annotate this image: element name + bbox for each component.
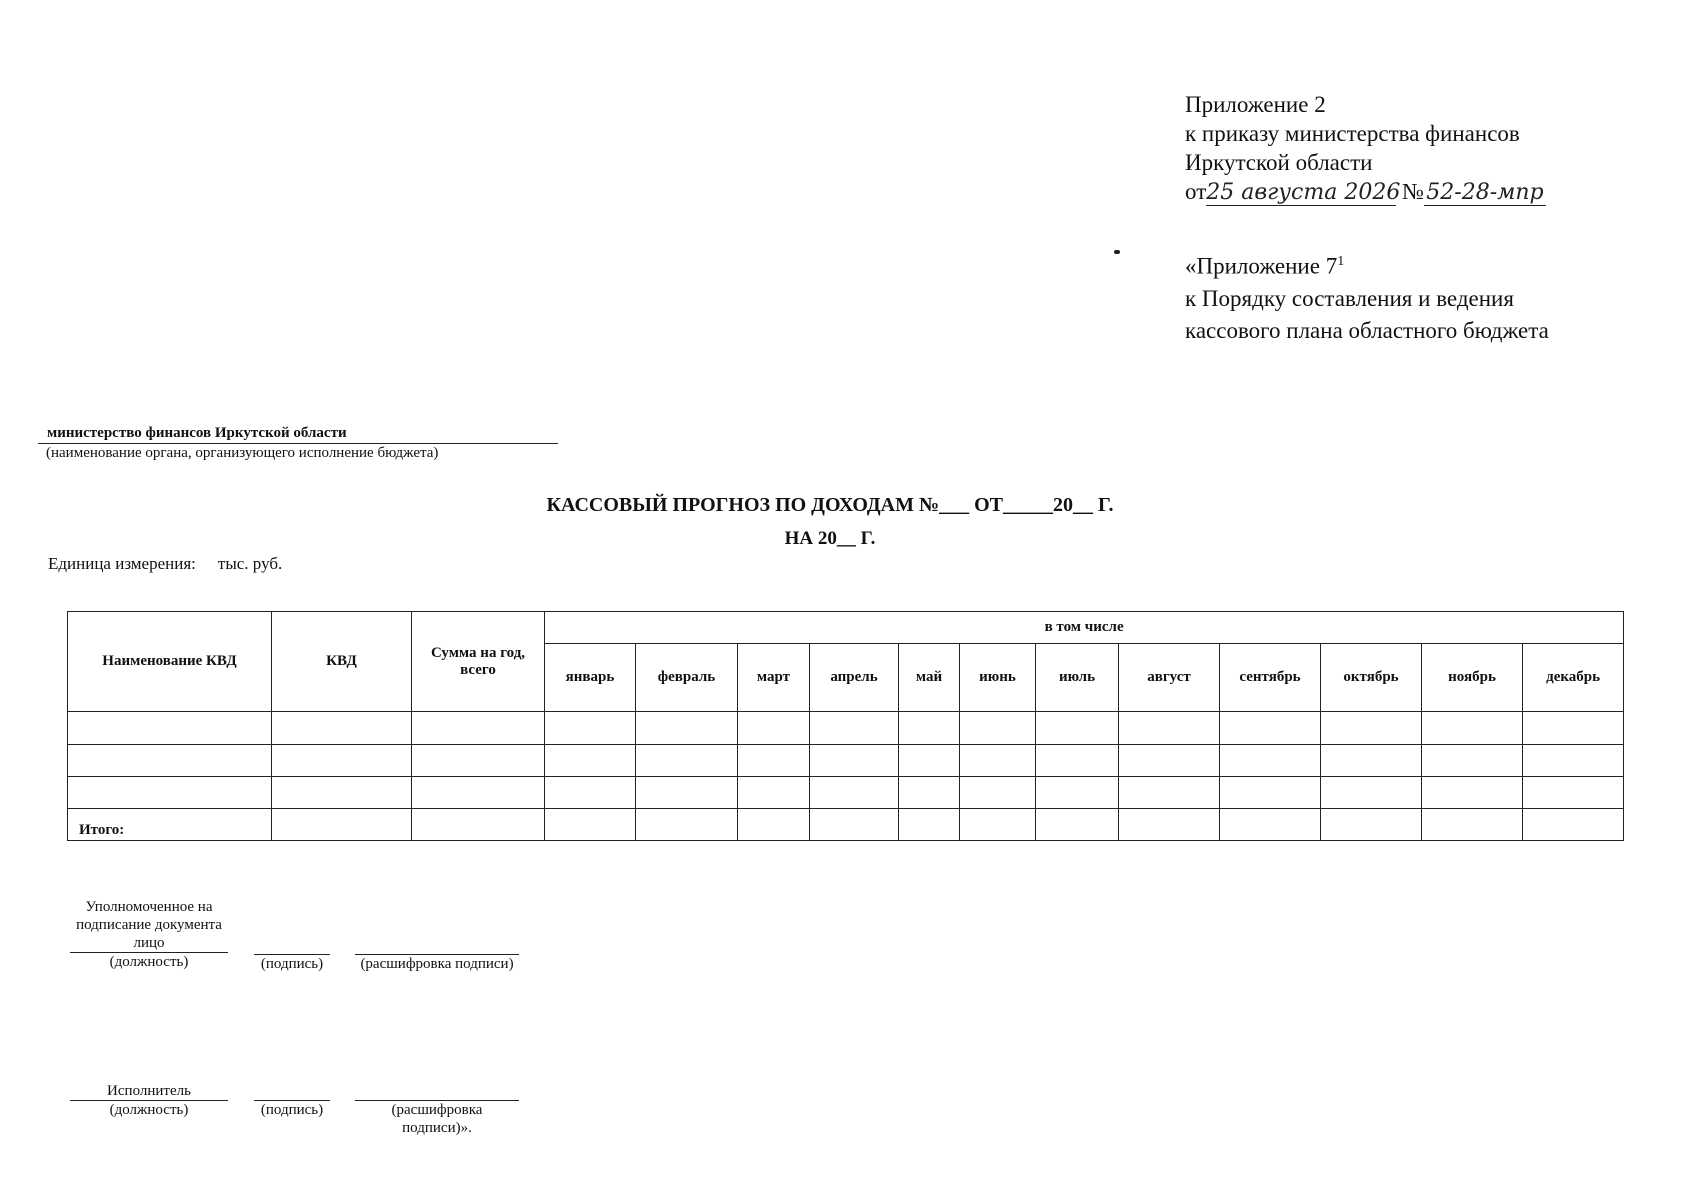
from-label: от: [1185, 179, 1207, 204]
table-cell: [899, 808, 960, 840]
table-cell: [1422, 776, 1523, 808]
header-month: январь: [545, 644, 636, 712]
unit-value: тыс. руб.: [217, 554, 283, 573]
header-month: февраль: [636, 644, 738, 712]
signature-caption: (подпись): [254, 954, 330, 973]
table-cell: [960, 776, 1036, 808]
scan-speck: [1114, 250, 1120, 254]
total-row: [68, 808, 1624, 840]
table-cell: [545, 776, 636, 808]
table-cell: [1422, 808, 1523, 840]
table-cell: [272, 808, 412, 840]
table-cell: [1321, 808, 1422, 840]
header-kvd-name: Наименование КВД: [68, 612, 272, 712]
organisation-name: министерство финансов Иркутской области: [38, 425, 558, 444]
authorized-signature-decode-field: [355, 954, 519, 973]
table-cell: [960, 712, 1036, 744]
unit-label: Единица измерения:: [48, 554, 196, 573]
header-month: август: [1119, 644, 1220, 712]
table-cell: [1036, 712, 1119, 744]
table-cell: [1523, 808, 1624, 840]
appendix-line-2: к приказу министерства финансов: [1185, 121, 1520, 146]
document-title: КАССОВЫЙ ПРОГНОЗ ПО ДОХОДАМ №___ ОТ_____20__ Г.: [546, 494, 1114, 516]
organisation-field: [38, 425, 558, 462]
table-row: [68, 744, 1624, 776]
authorized-signature-field: [254, 954, 330, 973]
total-label: Итого:: [68, 808, 272, 840]
organisation-caption: (наименование органа, организующего исполнение бюджета): [46, 445, 439, 461]
table-cell: [412, 744, 545, 776]
table-cell: [738, 808, 810, 840]
unit-of-measure: [48, 554, 282, 574]
header-month: декабрь: [1523, 644, 1624, 712]
executor-signature-field: [254, 1100, 330, 1119]
table-cell: [1036, 744, 1119, 776]
signature-caption: (подпись): [254, 1100, 330, 1119]
table-cell: [1220, 776, 1321, 808]
table-cell: [68, 776, 272, 808]
authorized-signer-role: Уполномоченное на подписание документа лицо: [76, 899, 222, 951]
appendix-block: [1185, 90, 1546, 206]
table-cell: [810, 776, 899, 808]
table-cell: [810, 744, 899, 776]
header-month: май: [899, 644, 960, 712]
executor-position: [70, 1082, 228, 1119]
header-month: июль: [1036, 644, 1119, 712]
table-cell: [1036, 808, 1119, 840]
handwritten-number: 52-28-мпр: [1424, 181, 1546, 206]
table-cell: [1220, 744, 1321, 776]
forecast-table: [67, 611, 1624, 841]
table-row: [68, 776, 1624, 808]
table-cell: [636, 808, 738, 840]
table-cell: [1321, 776, 1422, 808]
table-cell: [545, 808, 636, 840]
table-cell: [272, 744, 412, 776]
table-cell: [1220, 808, 1321, 840]
position-caption: (должность): [70, 952, 228, 971]
table-cell: [1119, 712, 1220, 744]
table-cell: [1422, 712, 1523, 744]
appendix2-line-3: кассового плана областного бюджета: [1185, 317, 1549, 343]
table-cell: [68, 744, 272, 776]
table-cell: [960, 744, 1036, 776]
header-month: апрель: [810, 644, 899, 712]
appendix2-superscript: 1: [1337, 254, 1345, 269]
appendix-date-line: [1185, 177, 1546, 206]
appendix2-title: «Приложение 7: [1185, 253, 1338, 279]
signature-decode-caption: (расшифровка подписи): [355, 954, 519, 973]
table-cell: [1119, 776, 1220, 808]
appendix-line-1: Приложение 2: [1185, 92, 1326, 117]
header-kvd: КВД: [272, 612, 412, 712]
table-cell: [738, 744, 810, 776]
table-cell: [412, 776, 545, 808]
header-annual-sum: Сумма на год, всего: [412, 612, 545, 712]
table-cell: [1036, 776, 1119, 808]
table-cell: [636, 712, 738, 744]
executor-role: Исполнитель: [107, 1083, 191, 1099]
header-month: июнь: [960, 644, 1036, 712]
table-cell: [1422, 744, 1523, 776]
table-cell: [1523, 744, 1624, 776]
table-cell: [545, 744, 636, 776]
signature-decode-caption: (расшифровка подписи)».: [355, 1100, 519, 1137]
table-cell: [810, 712, 899, 744]
table-cell: [272, 776, 412, 808]
position-caption: (должность): [70, 1100, 228, 1119]
appendix-line-3: Иркутской области: [1185, 150, 1373, 175]
table-cell: [899, 712, 960, 744]
table-cell: [412, 808, 545, 840]
header-including: в том числе: [545, 612, 1624, 644]
table-cell: [1119, 808, 1220, 840]
table-cell: [899, 744, 960, 776]
table-cell: [636, 776, 738, 808]
table-cell: [960, 808, 1036, 840]
header-month: сентябрь: [1220, 644, 1321, 712]
appendix2-line-2: к Порядку составления и ведения: [1185, 285, 1514, 311]
table-cell: [1321, 744, 1422, 776]
number-label: №: [1402, 179, 1424, 204]
table-cell: [545, 712, 636, 744]
table-row: [68, 712, 1624, 744]
handwritten-date: 25 августа 2026: [1206, 180, 1401, 205]
table-cell: [738, 712, 810, 744]
table-cell: [810, 808, 899, 840]
table-cell: [68, 712, 272, 744]
table-cell: [636, 744, 738, 776]
table-cell: [272, 712, 412, 744]
table-cell: [1321, 712, 1422, 744]
table-cell: [899, 776, 960, 808]
executor-signature-decode-field: [355, 1100, 519, 1137]
appendix-7-1-block: [1185, 246, 1549, 347]
table-cell: [1220, 712, 1321, 744]
table-cell: [1119, 744, 1220, 776]
table-cell: [738, 776, 810, 808]
appendix2-line-1: [1185, 246, 1549, 283]
table-cell: [412, 712, 545, 744]
header-month: март: [738, 644, 810, 712]
header-month: октябрь: [1321, 644, 1422, 712]
header-month: ноябрь: [1422, 644, 1523, 712]
table-cell: [1523, 776, 1624, 808]
document-subtitle: НА 20__ Г.: [784, 528, 876, 549]
table-cell: [1523, 712, 1624, 744]
authorized-signer-position: [70, 898, 228, 971]
